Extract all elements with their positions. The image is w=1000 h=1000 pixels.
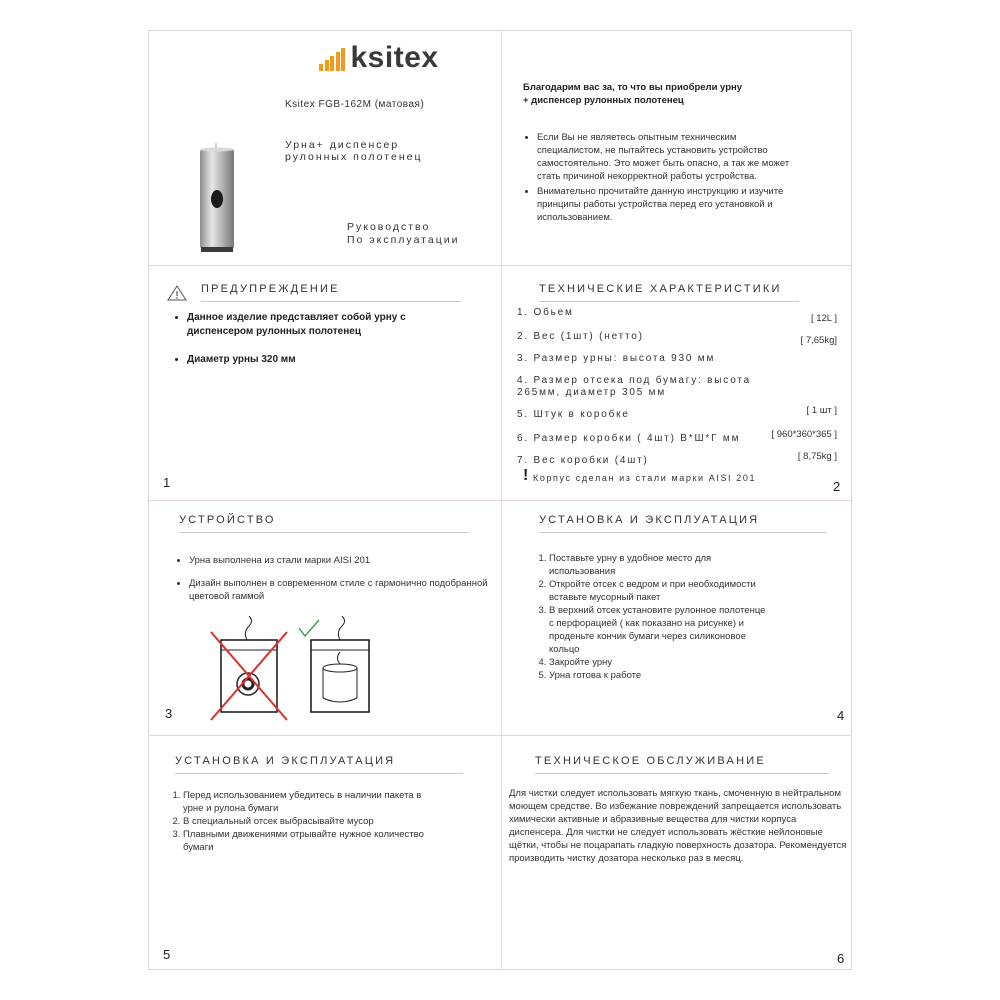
spec-value: [ 7,65kg] [800, 335, 837, 346]
cover-panel [149, 31, 501, 265]
specs-panel [501, 265, 853, 500]
specs-heading: ТЕХНИЧЕСКИЕ ХАРАКТЕРИСТИКИ [539, 283, 799, 302]
spec-row: 5. Штук в коробке [517, 409, 630, 420]
page-number: 5 [163, 947, 171, 962]
spec-value: [ 8,75kg ] [797, 451, 837, 462]
brand-name: ksitex [350, 41, 439, 74]
usage-step: 3. Плавными движениями отрывайте нужное количество бумаги [183, 828, 443, 854]
usage-panel [149, 735, 501, 971]
product-line-1: Урна+ диспенсер [285, 139, 400, 151]
warning-item: • Диаметр урны 320 мм [187, 353, 457, 367]
exclamation-icon: ! [523, 467, 529, 484]
device-panel [149, 500, 501, 735]
page-number: 4 [837, 708, 845, 723]
install-heading: УСТАНОВКА И ЭКСПЛУАТАЦИЯ [539, 514, 827, 533]
product-line-2: рулонных полотенец [285, 151, 423, 163]
usage-heading: УСТАНОВКА И ЭКСПЛУАТАЦИЯ [175, 755, 463, 774]
manual-title [347, 221, 459, 247]
intro-title: Благодарим вас за, то что вы приобрели урну + диспенсер рулонных полотенец [523, 82, 743, 106]
maintenance-text: Для чистки следует использовать мягкую ткань, смоченную в нейтральном моющем средстве. Во избежание повреждений запрещается использовать химически активные и абразивные вещества для чистки корпуса диспенсера. Для чистки не следует использовать жёсткие нейлоновые щётки, чтобы не поцарапать гладкую поверхность дозатора. Рекомендуется производить чистку дозатора несколько раз в месяц. [509, 788, 847, 864]
intro-list [523, 131, 797, 226]
spec-row: 3. Размер урны: высота 930 мм [517, 353, 716, 364]
install-step: 5. Урна готова к работе [549, 669, 769, 682]
install-step: 3. В верхний отсек установите рулонное полотенце с перфорацией ( как показано на рисунке) и проденьте кончик бумаги через силиконовое кольцо [549, 604, 769, 656]
warning-list [173, 311, 457, 369]
bin-dispenser-photo [197, 143, 237, 253]
install-panel [501, 500, 853, 735]
model-line: Ksitex FGB-162M (матовая) [285, 99, 425, 110]
spec-row: 7. Вес коробки (4шт) [517, 455, 649, 466]
warning-item: • Данное изделие представляет собой урну с диспенсером рулонных полотенец [187, 311, 457, 339]
intro-panel [501, 31, 853, 265]
page-number: 2 [833, 479, 841, 494]
device-list [175, 554, 489, 605]
specs-note: Корпус сделан из стали марки AISI 201 [533, 473, 757, 483]
spec-row: 2. Вес (1шт) (нетто) [517, 331, 644, 342]
usage-steps [161, 789, 443, 854]
manual-sheet [148, 30, 852, 970]
device-item: • Дизайн выполнен в современном стиле с гармонично подобранной цветовой гаммой [189, 577, 489, 603]
intro-item: • Если Вы не являетесь опытным техническим специалистом, не пытайтесь установить устройство самостоятельно. Это может быть опасно, а так же может стать причиной некорректной работы устройства. [537, 131, 797, 183]
install-step: 1. Поставьте урну в удобное место для использования [549, 552, 769, 578]
roll-installation-diagram [205, 616, 375, 726]
brand-logo [319, 41, 439, 74]
product-title [285, 139, 422, 163]
usage-step: 2. В специальный отсек выбрасывайте мусор [183, 815, 443, 828]
spec-row: 1. Обьем [517, 307, 574, 318]
install-steps [527, 552, 769, 682]
warning-icon [167, 285, 187, 301]
usage-step: 1. Перед использованием убедитесь в наличии пакета в урне и рулона бумаги [183, 789, 443, 815]
logo-bars-icon [319, 48, 347, 71]
maintenance-panel [501, 735, 853, 971]
device-item: • Урна выполнена из стали марки AISI 201 [189, 554, 489, 567]
warning-panel [149, 265, 501, 500]
install-step: 2. Откройте отсек с ведром и при необходимости вставьте мусорный пакет [549, 578, 769, 604]
manual-line-1: Руководство [347, 221, 431, 233]
intro-item: • Внимательно прочитайте данную инструкцию и изучите принципы работы устройства перед его установкой и использованием. [537, 185, 797, 224]
page-number: 6 [837, 951, 845, 966]
page-number: 3 [165, 706, 173, 721]
maintenance-heading: ТЕХНИЧЕСКОЕ ОБСЛУЖИВАНИЕ [535, 755, 829, 774]
spec-row: 6. Размер коробки ( 4шт) В*Ш*Г мм [517, 433, 741, 444]
install-step: 4. Закройте урну [549, 656, 769, 669]
manual-line-2: По эксплуатации [347, 234, 460, 246]
spec-row: 4. Размер отсека под бумагу: высота 265мм, диаметр 305 мм [517, 375, 751, 398]
warning-heading: ПРЕДУПРЕЖДЕНИЕ [201, 283, 461, 302]
spec-value: [ 12L ] [810, 313, 837, 324]
device-heading: УСТРОЙСТВО [179, 514, 469, 533]
page-number: 1 [163, 475, 171, 490]
spec-value: [ 1 шт ] [806, 405, 837, 416]
spec-value: [ 960*360*365 ] [771, 429, 837, 440]
